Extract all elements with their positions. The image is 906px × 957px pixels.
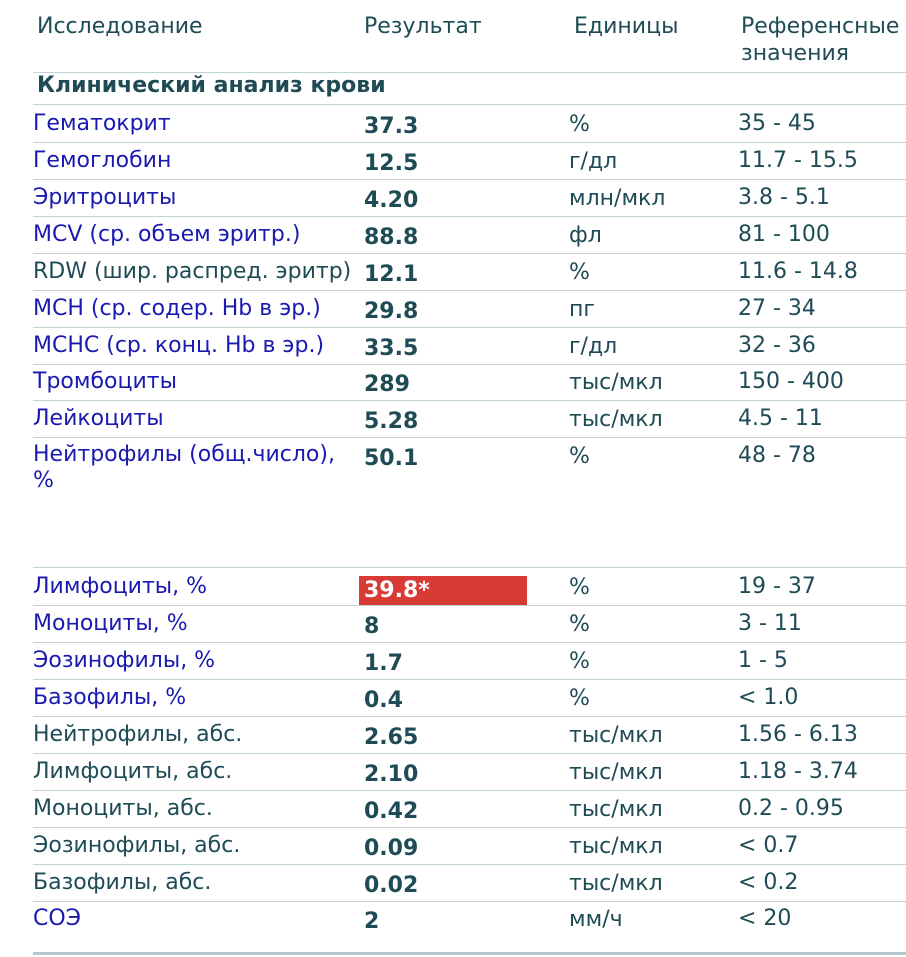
test-unit: тыс/мкл	[569, 407, 663, 432]
test-name[interactable]: Тромбоциты	[33, 369, 177, 394]
test-reference: < 20	[738, 906, 792, 931]
test-name: Моноциты, абс.	[33, 796, 213, 821]
test-unit: тыс/мкл	[569, 760, 663, 785]
test-unit: тыс/мкл	[569, 370, 663, 395]
test-reference: 1 - 5	[738, 648, 788, 673]
test-reference: 11.7 - 15.5	[738, 148, 858, 173]
test-reference: 150 - 400	[738, 369, 844, 394]
test-name[interactable]: Эозинофилы, %	[33, 648, 216, 673]
test-result: 0.4	[364, 688, 403, 713]
abnormal-result-badge: 39.8*	[359, 576, 527, 605]
column-header-units: Единицы	[574, 14, 679, 39]
test-reference: 1.56 - 6.13	[738, 722, 858, 747]
section-title: Клинический анализ крови	[37, 73, 386, 98]
test-reference: 1.18 - 3.74	[738, 759, 858, 784]
test-name[interactable]: MCV (ср. объем эритр.)	[33, 222, 301, 247]
row-divider	[33, 400, 906, 401]
row-divider	[33, 605, 906, 606]
test-result: 2.10	[364, 762, 419, 787]
section-divider	[33, 104, 906, 105]
column-header-reference	[741, 13, 901, 67]
test-name: Эозинофилы, абс.	[33, 833, 241, 858]
test-unit: %	[569, 612, 590, 637]
test-name[interactable]: Базофилы, %	[33, 685, 187, 710]
test-reference: 0.2 - 0.95	[738, 796, 844, 821]
test-result: 2	[364, 909, 380, 934]
test-name[interactable]: Моноциты, %	[33, 611, 188, 636]
test-result: 289	[364, 372, 410, 397]
test-reference: < 0.7	[738, 833, 799, 858]
test-name[interactable]: Гематокрит	[33, 111, 171, 136]
test-result: 33.5	[364, 336, 419, 361]
test-name: Нейтрофилы, абс.	[33, 722, 243, 747]
test-reference: 4.5 - 11	[738, 406, 823, 431]
row-divider	[33, 864, 906, 865]
reference-header-line1: Референсные	[741, 14, 900, 39]
test-unit: пг	[569, 297, 595, 322]
test-reference: 48 - 78	[738, 443, 816, 468]
row-divider	[33, 364, 906, 365]
table-bottom-border	[33, 952, 906, 955]
test-unit: г/дл	[569, 149, 618, 174]
test-reference: 11.6 - 14.8	[738, 259, 858, 284]
test-result: 5.28	[364, 409, 419, 434]
test-result: 12.1	[364, 262, 419, 287]
test-name[interactable]: Нейтрофилы (общ.число), %	[33, 442, 335, 493]
test-unit: тыс/мкл	[569, 723, 663, 748]
test-result: 1.7	[364, 651, 403, 676]
test-name[interactable]: MCHC (ср. конц. Hb в эр.)	[33, 333, 325, 358]
test-name: Базофилы, абс.	[33, 870, 212, 895]
test-result: 88.8	[364, 225, 419, 250]
test-result: 4.20	[364, 188, 419, 213]
row-divider	[33, 790, 906, 791]
test-result: 12.5	[364, 151, 419, 176]
reference-header-line2: значения	[741, 41, 850, 66]
test-name[interactable]: Эритроциты	[33, 185, 177, 210]
test-result: 0.02	[364, 873, 419, 898]
test-reference: 3.8 - 5.1	[738, 185, 830, 210]
test-reference: < 1.0	[738, 685, 799, 710]
test-result: 29.8	[364, 299, 419, 324]
test-reference: 35 - 45	[738, 111, 816, 136]
test-name[interactable]: MCH (ср. содер. Hb в эр.)	[33, 296, 321, 321]
test-reference: 3 - 11	[738, 611, 802, 636]
test-name: Лимфоциты, абс.	[33, 759, 233, 784]
test-reference: 27 - 34	[738, 296, 816, 321]
test-result: 0.42	[364, 799, 419, 824]
test-name[interactable]: Гемоглобин	[33, 148, 172, 173]
row-divider	[33, 253, 906, 254]
row-divider	[33, 327, 906, 328]
test-unit: тыс/мкл	[569, 797, 663, 822]
test-reference: 32 - 36	[738, 333, 816, 358]
row-divider	[33, 827, 906, 828]
test-name: RDW (шир. распред. эритр)	[33, 259, 352, 284]
test-reference: < 0.2	[738, 870, 799, 895]
test-result: 37.3	[364, 114, 419, 139]
row-divider	[33, 679, 906, 680]
row-divider	[33, 901, 906, 902]
test-unit: %	[569, 112, 590, 137]
table-row	[0, 442, 906, 562]
row-divider	[33, 567, 906, 568]
test-name[interactable]: Лимфоциты, %	[33, 574, 208, 599]
row-divider	[33, 290, 906, 291]
test-result: 2.65	[364, 725, 419, 750]
test-unit: %	[569, 444, 590, 469]
test-unit: %	[569, 575, 590, 600]
test-unit: %	[569, 260, 590, 285]
row-divider	[33, 753, 906, 754]
row-divider	[33, 216, 906, 217]
row-divider	[33, 179, 906, 180]
test-unit: %	[569, 686, 590, 711]
test-reference: 19 - 37	[738, 574, 816, 599]
row-divider	[33, 142, 906, 143]
column-header-result: Результат	[364, 14, 482, 39]
row-divider	[33, 642, 906, 643]
test-result: 50.1	[364, 446, 419, 471]
test-name[interactable]: Лейкоциты	[33, 406, 164, 431]
table-row	[0, 905, 906, 942]
column-header-test: Исследование	[37, 14, 203, 39]
row-divider	[33, 716, 906, 717]
test-unit: тыс/мкл	[569, 871, 663, 896]
test-unit: млн/мкл	[569, 186, 666, 211]
test-unit: г/дл	[569, 334, 618, 359]
row-divider	[33, 437, 906, 438]
test-name[interactable]: СОЭ	[33, 906, 82, 931]
test-result: 8	[364, 614, 380, 639]
test-unit: фл	[569, 223, 602, 248]
test-unit: тыс/мкл	[569, 834, 663, 859]
test-reference: 81 - 100	[738, 222, 830, 247]
test-unit: мм/ч	[569, 907, 623, 932]
test-result: 0.09	[364, 836, 419, 861]
test-unit: %	[569, 649, 590, 674]
